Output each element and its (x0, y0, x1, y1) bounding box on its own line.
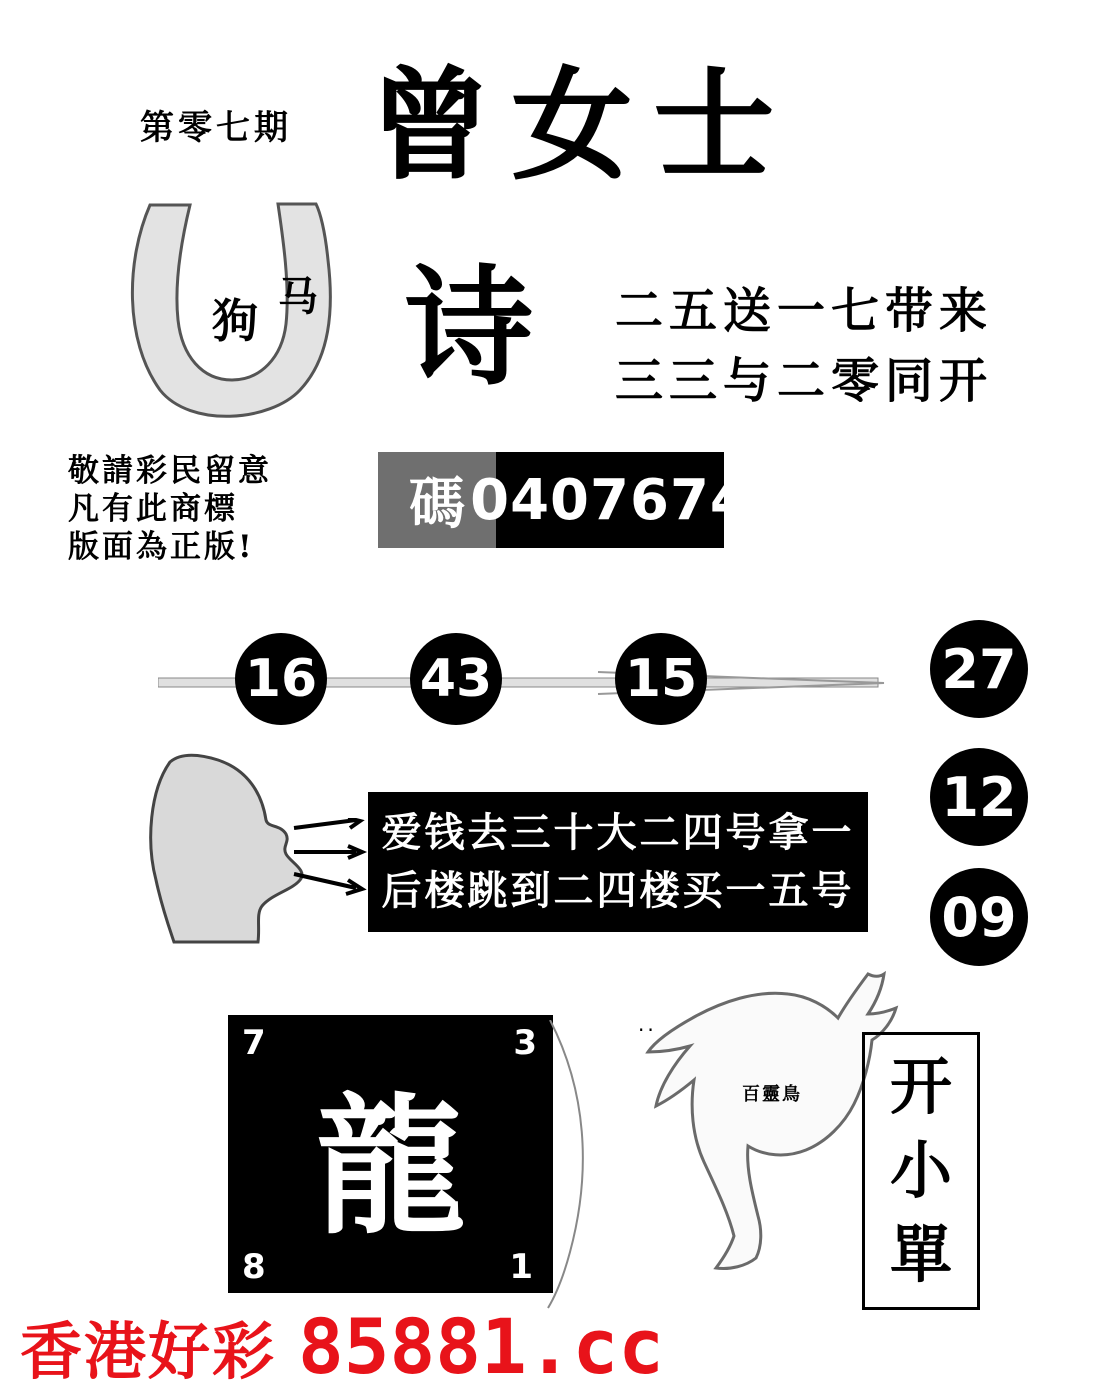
speech-bubble (368, 792, 868, 932)
vertical-text-box (862, 1032, 980, 1310)
poem-title-char: 诗 (405, 253, 534, 403)
notice-line-1: 敬請彩民留意 (68, 453, 272, 489)
number-ball: 16 (235, 633, 327, 725)
card-corner-top-left: 7 (242, 1023, 266, 1063)
card-main-character: 龍 (315, 1079, 466, 1255)
number-ball: 09 (930, 868, 1028, 966)
poem-line-1: 二五送一七带来 (615, 283, 994, 339)
speech-line-2: 后楼跳到二四楼买一五号 (381, 868, 855, 914)
code-value: 0407674 (470, 467, 750, 533)
footer-banner (0, 1302, 1095, 1391)
card-corner-top-right: 3 (513, 1023, 537, 1063)
character-card (228, 1015, 553, 1293)
card-curve-decoration (540, 1020, 620, 1310)
animal-dog-label: 狗 (212, 294, 258, 348)
card-corner-bottom-left: 8 (242, 1247, 266, 1287)
poem-line-2: 三三与二零同开 (615, 353, 994, 409)
number-ball: 43 (410, 633, 502, 725)
number-ball: 12 (930, 748, 1028, 846)
notice-line-3: 版面為正版! (68, 529, 255, 565)
footer-site-text: 85881.cc (298, 1302, 665, 1391)
speech-line-1: 爱钱去三十大二四号拿一 (381, 810, 855, 856)
notice-text (68, 452, 272, 566)
dove-label: 百靈鳥 (742, 1084, 802, 1105)
code-badge (470, 452, 750, 548)
number-ball: 27 (930, 620, 1028, 718)
card-corner-bottom-right: 1 (509, 1247, 533, 1287)
number-ball: 15 (615, 633, 707, 725)
vertical-char-2: 小 (889, 1134, 952, 1207)
dots-decoration: .. (638, 1012, 657, 1036)
footer-brand-text: 香港好彩 (20, 1315, 277, 1388)
stamp-label: 碼 (409, 471, 465, 537)
animal-horse-label: 马 (278, 273, 318, 320)
page-title: 曾女士 (370, 55, 796, 196)
notice-line-2: 凡有此商標 (68, 491, 238, 527)
vertical-char-1: 开 (889, 1050, 952, 1123)
vertical-char-3: 單 (889, 1218, 952, 1291)
speech-arrows-icon (290, 818, 370, 898)
issue-label: 第零七期 (140, 108, 292, 148)
